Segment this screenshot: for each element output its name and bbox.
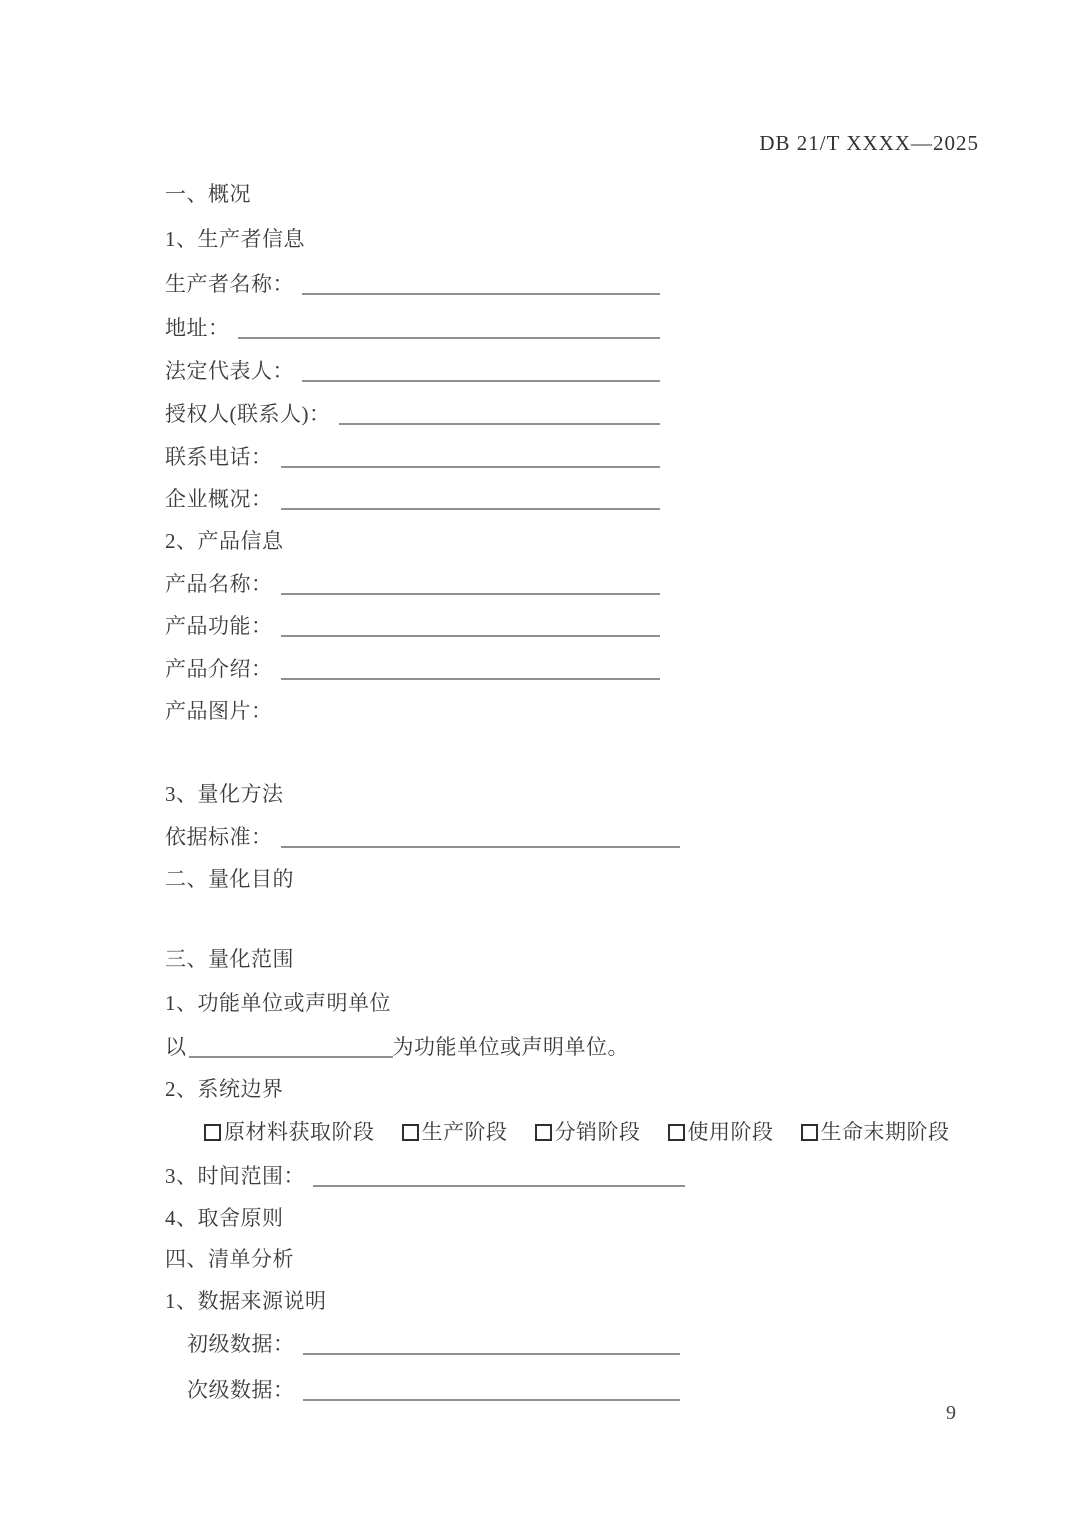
functional-unit-blank-line (189, 1056, 393, 1058)
doc-code-header: DB 21/T XXXX—2025 (759, 131, 979, 155)
checkbox-icon (668, 1124, 685, 1141)
field-legal-representative (165, 358, 660, 385)
heading-cutoff-criteria: 4、取舍原则 (165, 1206, 284, 1230)
primary-data-label: 初级数据： (187, 1332, 295, 1356)
heading-quantification-purpose: 二、量化目的 (165, 867, 294, 891)
primary-data-blank-line (303, 1352, 681, 1355)
phone-label: 联系电话： (165, 445, 273, 469)
field-phone (165, 444, 660, 471)
heading-quantification-scope: 三、量化范围 (165, 947, 294, 971)
page-number: 9 (946, 1402, 956, 1424)
field-address (165, 315, 660, 342)
stage-raw-material-label: 原材料获取阶段 (224, 1120, 375, 1144)
legal-representative-label: 法定代表人： (165, 359, 294, 383)
heading-quantification-method: 3、量化方法 (165, 782, 284, 806)
product-function-label: 产品功能： (165, 614, 273, 638)
field-product-function (165, 613, 660, 640)
field-product-intro (165, 656, 660, 683)
heading-system-boundary: 2、系统边界 (165, 1077, 284, 1101)
field-authorized-contact (165, 401, 660, 428)
stage-use-label: 使用阶段 (687, 1120, 774, 1144)
product-image-label: 产品图片： (165, 699, 273, 723)
heading-product-info: 2、产品信息 (165, 529, 284, 553)
checkbox-icon (801, 1124, 818, 1141)
field-product-name (165, 571, 660, 598)
time-range-label: 3、时间范围： (165, 1164, 305, 1188)
field-secondary-data (187, 1377, 680, 1404)
heading-data-source: 1、数据来源说明 (165, 1289, 327, 1313)
system-boundary-stages (204, 1119, 950, 1146)
legal-representative-blank-line (302, 379, 660, 382)
stage-distribution-label: 分销阶段 (554, 1120, 641, 1144)
heading-producer-info: 1、生产者信息 (165, 227, 305, 251)
checkbox-icon (204, 1124, 221, 1141)
heading-inventory-analysis: 四、清单分析 (165, 1247, 294, 1271)
authorized-contact-label: 授权人(联系人)： (165, 402, 331, 426)
stage-production-checkbox-item (402, 1119, 508, 1146)
address-blank-line (238, 336, 661, 339)
field-time-range (165, 1163, 685, 1190)
field-producer-name (165, 271, 660, 298)
producer-name-blank-line (302, 292, 660, 295)
company-profile-label: 企业概况： (165, 487, 273, 511)
time-range-blank-line (313, 1184, 685, 1187)
functional-unit-prefix: 以 (165, 1035, 187, 1059)
stage-production-label: 生产阶段 (421, 1120, 508, 1144)
standard-basis-blank-line (281, 845, 681, 848)
address-label: 地址： (165, 316, 230, 340)
product-name-blank-line (281, 592, 661, 595)
field-standard-basis (165, 824, 680, 851)
authorized-contact-blank-line (339, 422, 661, 425)
checkbox-icon (402, 1124, 419, 1141)
product-intro-label: 产品介绍： (165, 657, 273, 681)
stage-end-of-life-label: 生命末期阶段 (820, 1120, 950, 1144)
field-functional-unit (165, 1034, 629, 1061)
stage-distribution-checkbox-item (535, 1119, 641, 1146)
stage-raw-material-checkbox-item (204, 1119, 375, 1146)
heading-overview: 一、概况 (165, 182, 251, 206)
producer-name-label: 生产者名称： (165, 272, 294, 296)
phone-blank-line (281, 465, 661, 468)
stage-use-checkbox-item (668, 1119, 774, 1146)
functional-unit-suffix: 为功能单位或声明单位。 (392, 1035, 629, 1059)
product-name-label: 产品名称： (165, 572, 273, 596)
product-intro-blank-line (281, 677, 661, 680)
standard-basis-label: 依据标准： (165, 825, 273, 849)
secondary-data-label: 次级数据： (187, 1378, 295, 1402)
field-primary-data (187, 1331, 680, 1358)
checkbox-icon (535, 1124, 552, 1141)
company-profile-blank-line (281, 507, 661, 510)
product-function-blank-line (281, 634, 661, 637)
stage-end-of-life-checkbox-item (801, 1119, 950, 1146)
secondary-data-blank-line (303, 1398, 681, 1401)
heading-functional-unit: 1、功能单位或声明单位 (165, 991, 391, 1015)
field-company-profile (165, 486, 660, 513)
